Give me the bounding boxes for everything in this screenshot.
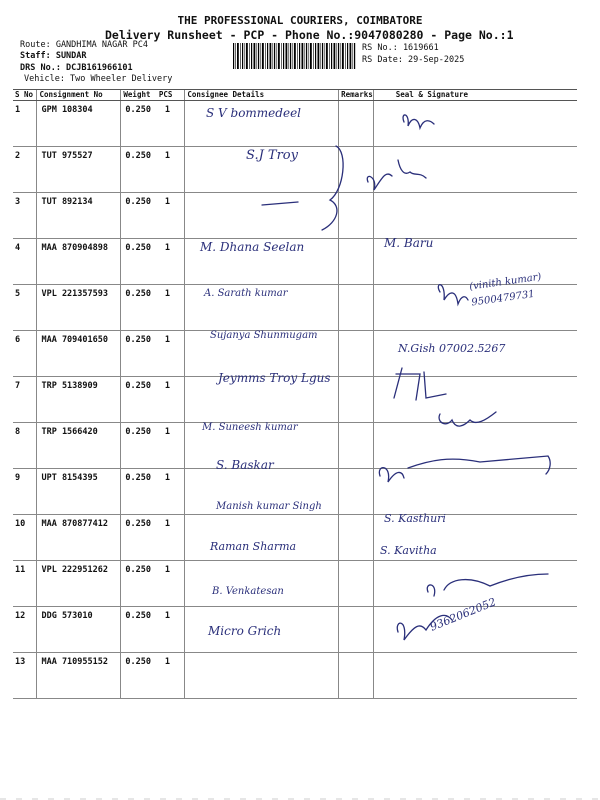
col-header-consignment: Consignment No [37, 90, 121, 101]
cell-pcs-text: 1 [164, 105, 171, 115]
cell-consignment-no [37, 469, 121, 515]
handwritten-consignee-4: A. Sarath kumar [204, 288, 288, 299]
cell-weight-text: 0.250 [125, 565, 151, 575]
cell-sno [13, 653, 37, 699]
handwritten-consignee-12: Micro Grich [208, 624, 282, 638]
cell-pcs-text: 1 [164, 565, 171, 575]
cell-sno-text: 12 [15, 611, 26, 621]
cell-consignment-no-text: VPL 221357593 [41, 289, 108, 299]
cell-consignment-no [37, 101, 121, 147]
cell-sno-text: 2 [15, 151, 21, 161]
cell-pcs [157, 607, 185, 653]
cell-weight-text: 0.250 [125, 335, 151, 345]
cell-pcs-text: 1 [164, 151, 171, 161]
drs-number: DRS No.: DCJB161966101 [20, 63, 133, 73]
cell-weight-text: 0.250 [125, 381, 151, 391]
cell-sno [13, 423, 37, 469]
cell-sno [13, 147, 37, 193]
cell-sno-text: 8 [15, 427, 21, 437]
cell-sno [13, 377, 37, 423]
col-header-weight: Weight [121, 90, 157, 101]
cell-sno-text: 1 [15, 105, 21, 115]
route-text: Route: GANDHIMA NAGAR PC4 [20, 40, 148, 50]
cell-consignment-no-text: UPT 8154395 [41, 473, 98, 483]
handwritten-consignee-1: S V bommedeel [206, 106, 302, 120]
cell-pcs [157, 423, 185, 469]
cell-consignment-no [37, 331, 121, 377]
cell-weight [121, 101, 157, 147]
handwritten-signature-row11: S. Kavitha [380, 544, 437, 557]
handwritten-consignee-9: Manish kumar Singh [216, 501, 322, 512]
cell-pcs-text: 1 [164, 289, 171, 299]
table-row [13, 515, 577, 561]
cell-consignment-no-text: TRP 1566420 [41, 427, 98, 437]
cell-remarks [339, 561, 374, 607]
company-title: THE PROFESSIONAL COURIERS, COIMBATORE [177, 14, 423, 27]
cell-consignment-no [37, 285, 121, 331]
cell-consignment-no [37, 239, 121, 285]
cell-weight [121, 515, 157, 561]
cell-weight [121, 653, 157, 699]
cell-weight-text: 0.250 [125, 657, 151, 667]
col-header-sno: S No [13, 90, 37, 101]
cell-weight [121, 147, 157, 193]
cell-sno [13, 469, 37, 515]
barcode-image [232, 42, 356, 70]
col-header-consignee: Consignee Details [185, 90, 339, 101]
handwritten-consignee-2: S.J Troy [246, 148, 298, 163]
cell-pcs-text: 1 [164, 657, 171, 667]
cell-weight [121, 331, 157, 377]
handwritten-consignee-11: B. Venkatesan [212, 586, 284, 597]
cell-pcs-text: 1 [164, 381, 171, 391]
cell-pcs [157, 561, 185, 607]
cell-remarks [339, 377, 374, 423]
handwritten-note-row6: N.Gish 07002.5267 [398, 342, 506, 355]
cell-remarks [339, 239, 374, 285]
cell-weight-text: 0.250 [125, 151, 151, 161]
handwritten-consignee-5: Sujanya Shunmugam [210, 330, 318, 341]
cell-weight-text: 0.250 [125, 473, 151, 483]
cell-pcs-text: 1 [164, 611, 171, 621]
cell-seal-signature [373, 653, 577, 699]
cell-consignment-no-text: MAA 870904898 [41, 243, 108, 253]
cell-weight [121, 193, 157, 239]
cell-remarks [339, 469, 374, 515]
cell-remarks [339, 285, 374, 331]
cell-consignment-no-text: MAA 870877412 [41, 519, 108, 529]
handwritten-consignee-6: Jeymms Troy Lgus [218, 371, 331, 385]
cell-pcs [157, 377, 185, 423]
staff-text: Staff: SUNDAR [20, 51, 87, 61]
cell-pcs [157, 147, 185, 193]
cell-sno [13, 193, 37, 239]
cell-weight-text: 0.250 [125, 427, 151, 437]
cell-sno-text: 11 [15, 565, 26, 575]
cell-consignee [185, 561, 339, 607]
cell-sno [13, 607, 37, 653]
rs-number: RS No.: 1619661 [362, 43, 439, 53]
cell-weight [121, 561, 157, 607]
cell-sno-text: 9 [15, 473, 21, 483]
cell-sno [13, 515, 37, 561]
cell-consignment-no [37, 607, 121, 653]
cell-consignment-no [37, 653, 121, 699]
table-row [13, 193, 577, 239]
runsheet-subtitle: Delivery Runsheet - PCP - Phone No.:9047080280 - Page No.:1 [105, 28, 514, 42]
col-header-remarks: Remarks [339, 90, 374, 101]
cell-sno-text: 13 [15, 657, 26, 667]
cell-pcs-text: 1 [164, 473, 171, 483]
cell-sno [13, 101, 37, 147]
cell-sno-text: 5 [15, 289, 21, 299]
handwritten-consignee-10: Raman Sharma [210, 540, 297, 553]
cell-consignment-no-text: GPM 108304 [41, 105, 93, 115]
cell-remarks [339, 101, 374, 147]
cell-remarks [339, 423, 374, 469]
cell-remarks [339, 515, 374, 561]
handwritten-consignee-7: M. Suneesh kumar [202, 422, 298, 433]
cell-consignment-no-text: MAA 710955152 [41, 657, 108, 667]
cell-weight [121, 607, 157, 653]
cell-seal-signature [373, 377, 577, 423]
cell-consignment-no [37, 147, 121, 193]
handwritten-phone-row13: 9362062052 [428, 595, 498, 634]
cell-seal-signature [373, 469, 577, 515]
table-header-row [13, 90, 577, 101]
cell-consignee [185, 653, 339, 699]
col-header-pcs: PCS [157, 90, 185, 101]
cell-remarks [339, 607, 374, 653]
cell-consignee [185, 515, 339, 561]
cell-weight [121, 423, 157, 469]
cell-seal-signature [373, 101, 577, 147]
handwritten-consignee-8: S. Baskar [216, 458, 274, 472]
cell-remarks [339, 653, 374, 699]
cell-seal-signature [373, 423, 577, 469]
cell-sno [13, 331, 37, 377]
cell-pcs [157, 469, 185, 515]
cell-pcs [157, 653, 185, 699]
cell-consignment-no [37, 423, 121, 469]
cell-pcs-text: 1 [164, 335, 171, 345]
col-header-seal-signature: Seal & Signature [373, 90, 577, 101]
rs-date: RS Date: 29-Sep-2025 [362, 55, 465, 65]
cell-weight-text: 0.250 [125, 519, 151, 529]
cell-consignment-no [37, 377, 121, 423]
cell-sno-text: 4 [15, 243, 21, 253]
cell-pcs [157, 101, 185, 147]
cell-remarks [339, 147, 374, 193]
table-row [13, 607, 577, 653]
cell-weight [121, 285, 157, 331]
cell-consignment-no [37, 193, 121, 239]
cell-weight [121, 239, 157, 285]
cell-consignment-no-text: TUT 892134 [41, 197, 93, 207]
cell-seal-signature [373, 561, 577, 607]
cell-consignment-no-text: TUT 975527 [41, 151, 93, 161]
cell-consignment-no-text: MAA 709401650 [41, 335, 108, 345]
cell-pcs-text: 1 [164, 243, 171, 253]
cell-pcs-text: 1 [164, 197, 171, 207]
cell-consignee [185, 193, 339, 239]
cell-weight-text: 0.250 [125, 105, 151, 115]
handwritten-note-row5: (vinith kumar) 9500479731 [468, 271, 543, 309]
handwritten-signature-row4: M. Baru [384, 236, 434, 250]
cell-pcs [157, 331, 185, 377]
cell-seal-signature [373, 193, 577, 239]
cell-pcs-text: 1 [164, 519, 171, 529]
cell-pcs [157, 285, 185, 331]
cell-weight [121, 469, 157, 515]
cell-pcs-text: 1 [164, 427, 171, 437]
cell-weight-text: 0.250 [125, 611, 151, 621]
cell-sno-text: 10 [15, 519, 26, 529]
handwritten-consignee-3: M. Dhana Seelan [200, 240, 305, 254]
table-row [13, 653, 577, 699]
vehicle-text: Vehicle: Two Wheeler Delivery [24, 74, 173, 84]
cell-weight-text: 0.250 [125, 197, 151, 207]
cell-weight-text: 0.250 [125, 289, 151, 299]
cell-consignment-no-text: DDG 573010 [41, 611, 93, 621]
cell-seal-signature [373, 147, 577, 193]
cell-consignment-no [37, 515, 121, 561]
cell-pcs [157, 515, 185, 561]
cell-consignment-no-text: VPL 222951262 [41, 565, 108, 575]
cell-remarks [339, 193, 374, 239]
cell-sno [13, 239, 37, 285]
cell-sno [13, 285, 37, 331]
cell-pcs [157, 193, 185, 239]
cell-sno-text: 3 [15, 197, 21, 207]
cell-sno-text: 7 [15, 381, 21, 391]
handwritten-signature-row10: S. Kasthuri [384, 512, 446, 525]
cell-consignment-no [37, 561, 121, 607]
cell-pcs [157, 239, 185, 285]
cell-remarks [339, 331, 374, 377]
cell-consignment-no-text: TRP 5138909 [41, 381, 98, 391]
cell-weight [121, 377, 157, 423]
cell-sno [13, 561, 37, 607]
cell-sno-text: 6 [15, 335, 21, 345]
cell-weight-text: 0.250 [125, 243, 151, 253]
